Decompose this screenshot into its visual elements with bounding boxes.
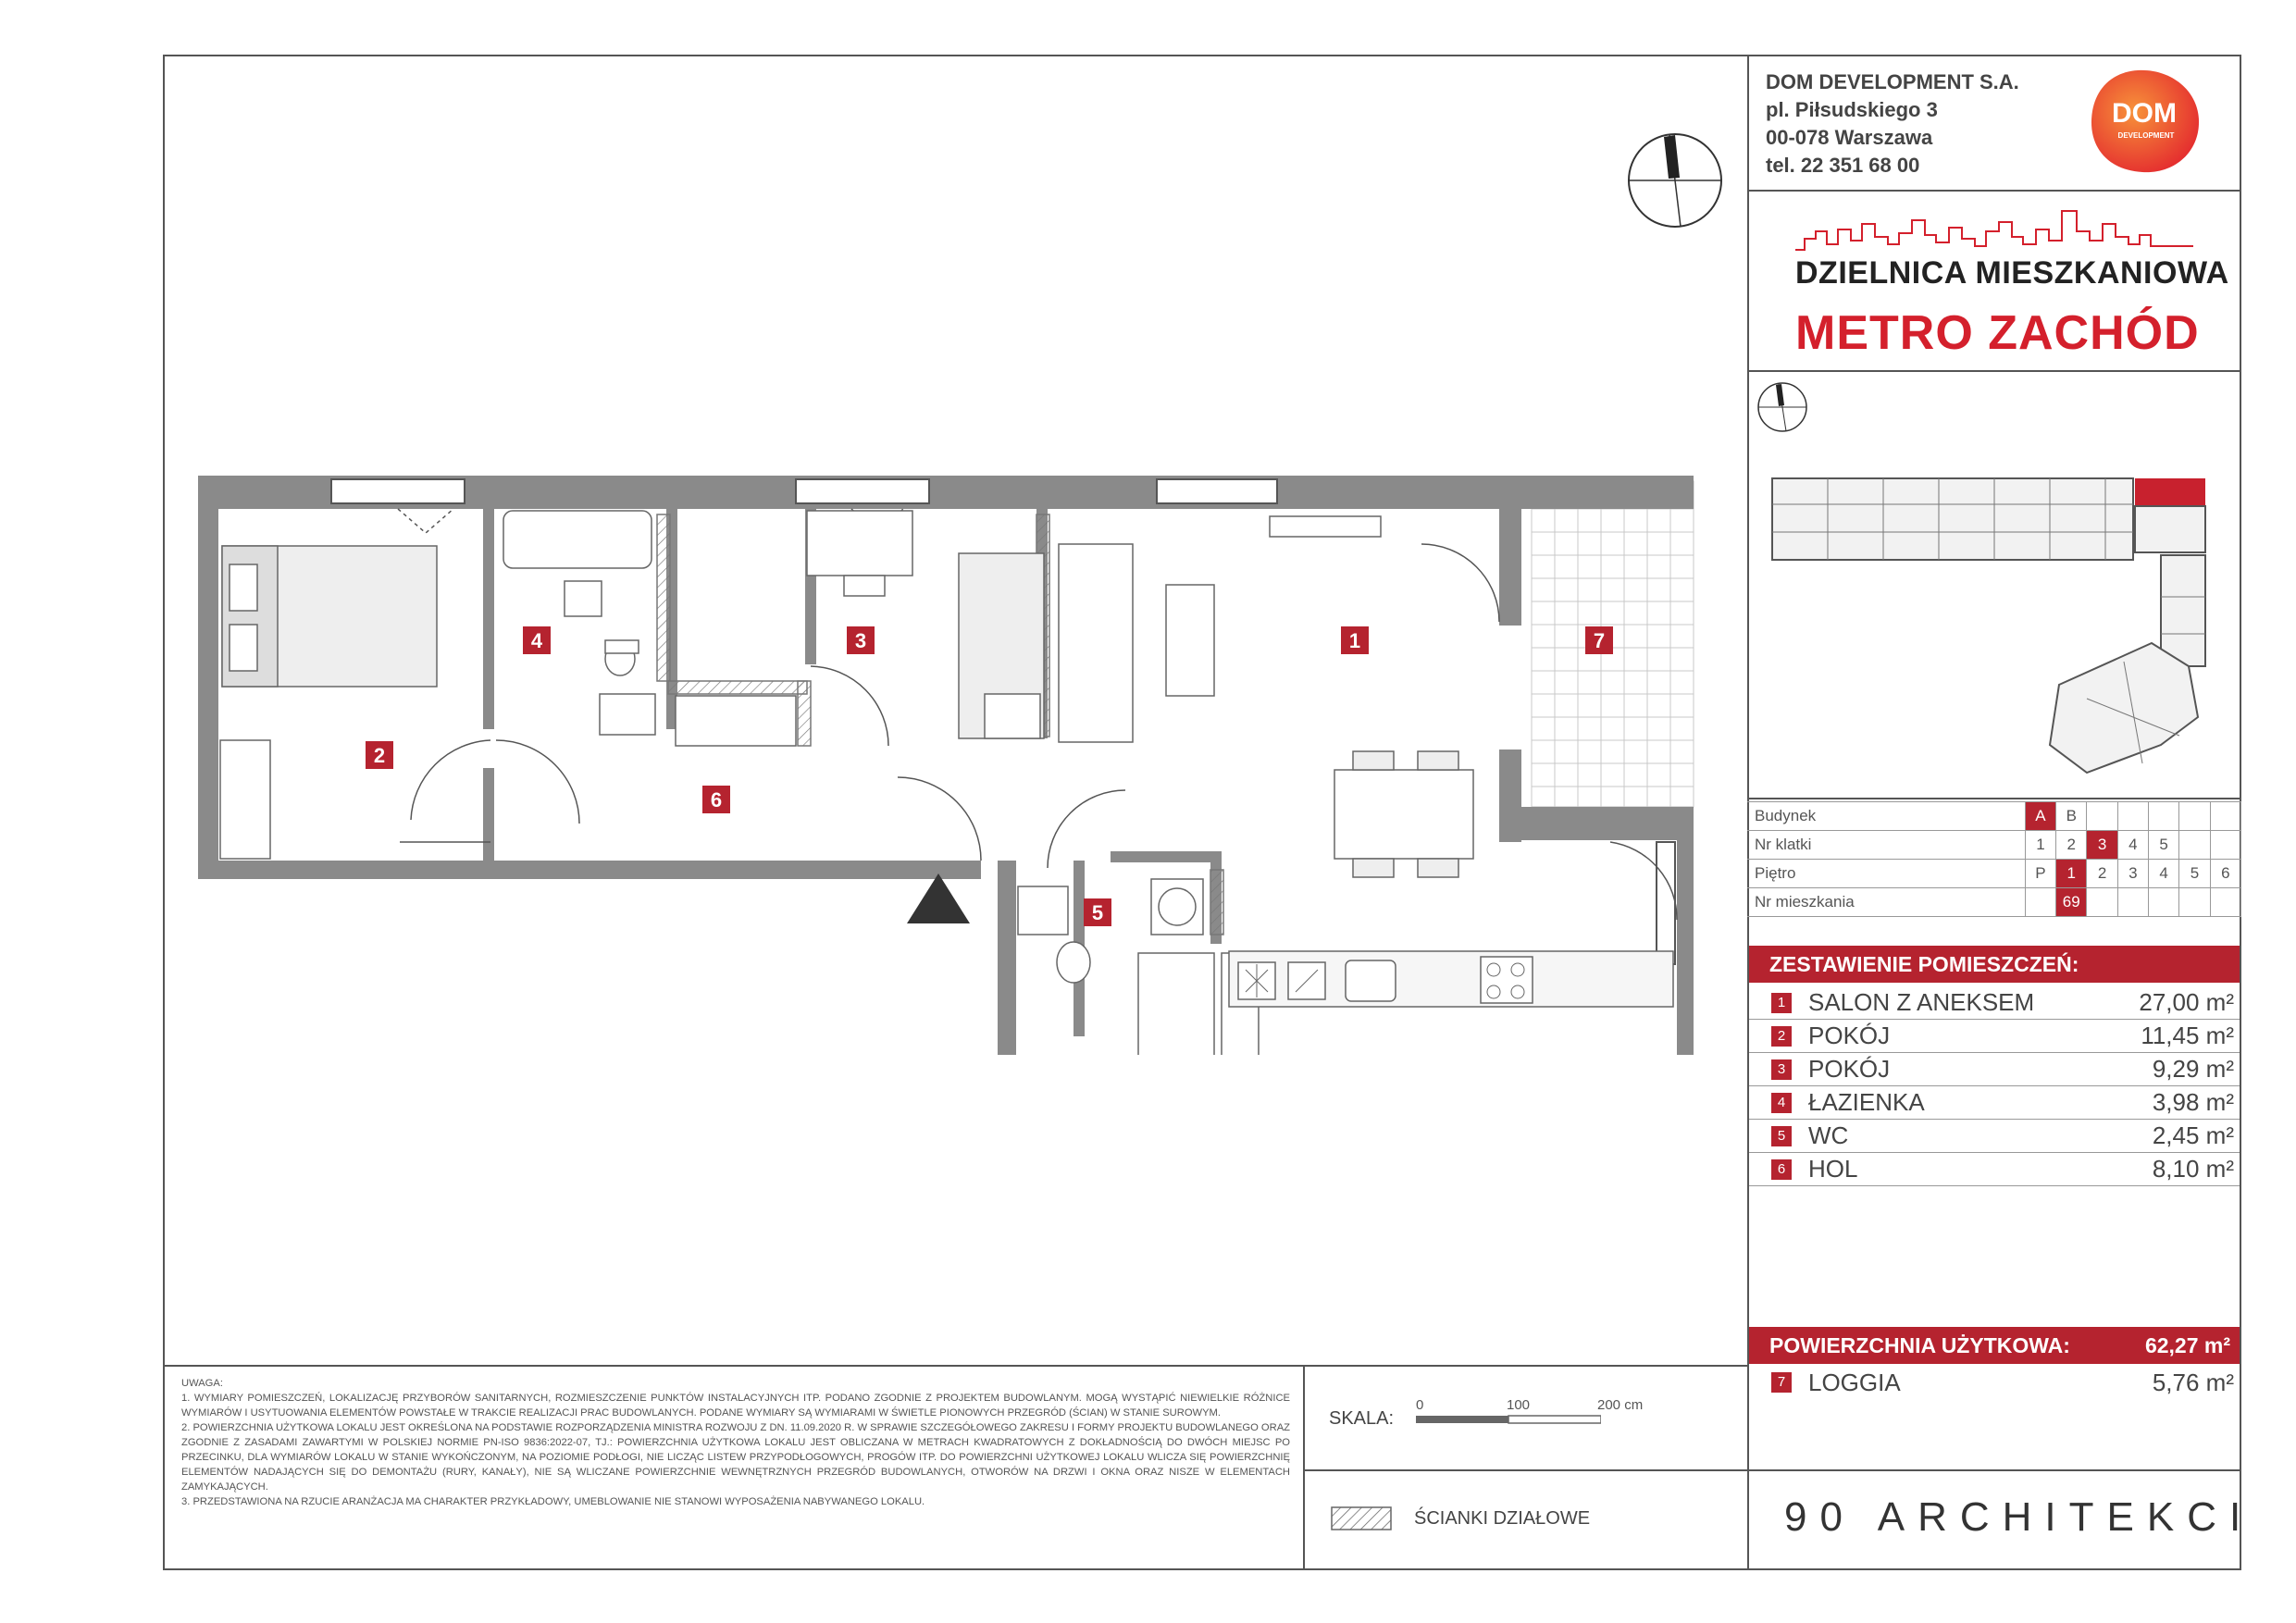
- info-cell: 5: [2179, 860, 2210, 888]
- room-label-2: [366, 741, 393, 769]
- sidebar-rule: [1747, 798, 2241, 799]
- info-row: [1747, 888, 2241, 917]
- info-cell: [2117, 802, 2148, 831]
- info-cell: [2149, 888, 2179, 917]
- sidebar-rule: [1747, 190, 2241, 192]
- info-label: Nr mieszkania: [1747, 888, 2025, 917]
- room-row: [1749, 986, 2240, 1020]
- note-2: 2. POWIERZCHNIA UŻYTKOWA LOKALU JEST OKREŚLONA NA PODSTAWIE ROZPORZĄDZENIA MINISTRA ROZWOJU Z DN. 11.09.2020 R. W SPRAWIE SZCZEGÓŁOWEGO ZAKRESU I FORMY PROJEKTU BUDOWLANEGO ORAZ ZGODNIE Z ZASADAMI ZAWARTYMI W POLSKIEJ NORMIE PN-ISO 9836:2022-07, TJ.: POWIERZCHNIA UŻYTKOWA LOKALU JEST OBLICZANA W METRACH KWADRATOWYCH Z DOKŁADNOŚCIĄ DO DWÓCH MIEJSC PO PRZECINKU, DLA WYMIARÓW LOKALU W STANIE WYKOŃCZONYM, NA POZIOMIE PODŁOGI, NIE LICZĄC LISTEW PRZYPODŁOGOWYCH, PROGÓW ITP. DO POWIERZCHNI UŻYTKOWEJ LOKALU WLICZA SIĘ POWIERZCHNIĘ ELEMENTÓW NADAJĄCYCH SIĘ DO DEMONTAŻU (RURY, KANAŁY), NIE SĄ WLICZANE POWIERZCHNIE WEWNĘTRZNYCH PRZEGRÓD BUDOWLANYCH, OTWORÓW NA DRZWI I OKNA ORAZ NISZE W ELEMENTACH ZAMYKAJĄCYCH.: [181, 1422, 1290, 1493]
- room-area: 27,00 m²: [2139, 988, 2234, 1016]
- room-row: [1749, 1086, 2240, 1120]
- room-area: 3,98 m²: [2152, 1088, 2234, 1116]
- building-key-plan: [1754, 467, 2235, 782]
- info-cell: P: [2025, 860, 2055, 888]
- info-cell: [2087, 802, 2117, 831]
- room-name: SALON Z ANEKSEM: [1808, 988, 2035, 1016]
- room-number: 6: [1771, 1159, 1792, 1180]
- info-cell: [2087, 888, 2117, 917]
- scale-divider: [1303, 1365, 1305, 1570]
- info-cell: [2179, 888, 2210, 917]
- info-cell: 4: [2117, 831, 2148, 860]
- logo-text-main: DOM: [2112, 98, 2177, 129]
- info-cell: 5: [2149, 831, 2179, 860]
- rooms-header: ZESTAWIENIE POMIESZCZEŃ:: [1749, 946, 2240, 983]
- info-cell: 2: [2056, 831, 2087, 860]
- room-name: POKÓJ: [1808, 1055, 1891, 1083]
- company-city: 00-078 Warszawa: [1766, 126, 1933, 149]
- loggia-row: [1749, 1366, 2240, 1399]
- scale-bar: [1416, 1414, 1601, 1425]
- legend-walls-label: ŚCIANKI DZIAŁOWE: [1414, 1508, 1591, 1529]
- info-row: [1747, 860, 2241, 888]
- svg-text:5: 5: [1091, 901, 1104, 924]
- room-label-4: [523, 626, 551, 654]
- svg-text:4: 4: [530, 629, 543, 652]
- info-cell: [2117, 888, 2148, 917]
- room-number: 3: [1771, 1059, 1792, 1080]
- room-name: ŁAZIENKA: [1808, 1088, 1925, 1116]
- svg-text:2: 2: [373, 744, 386, 767]
- note-1: 1. WYMIARY POMIESZCZEŃ, LOKALIZACJĘ PRZYBORÓW SANITARNYCH, ROZMIESZCZENIE PUNKTÓW INSTALACYJNYCH ITP. PODANO ZGODNIE Z PROJEKTEM BUDOWLANYM. MOGĄ WYSTĄPIĆ NIEWIELKIE RÓŻNICE WYMIARÓW I USYTUOWANIA ELEMENTÓW POWSTAŁE W TRAKCIE REALIZACJI PRAC BUDOWLANYCH. PODANE WYMIARY SĄ WYMIARAMI W ŚWIETLE PIONOWYCH PRZEGRÓD (ŚCIAN) W STANIE SUROWYM.: [181, 1393, 1290, 1419]
- company-street: pl. Piłsudskiego 3: [1766, 98, 1938, 121]
- room-name: WC: [1808, 1121, 1849, 1149]
- room-area: 5,76 m²: [2152, 1368, 2234, 1396]
- room-label-1: [1341, 626, 1369, 654]
- info-cell: [2210, 888, 2240, 917]
- svg-text:3: 3: [854, 629, 867, 652]
- info-label: Budynek: [1747, 802, 2025, 831]
- info-cell: [2179, 831, 2210, 860]
- north-compass-small-icon: [1755, 379, 1810, 435]
- info-cell: [2210, 802, 2240, 831]
- total-area-bar: [1749, 1327, 2240, 1364]
- info-cell: [2149, 802, 2179, 831]
- notes-block: [181, 1376, 1290, 1509]
- info-cell: A: [2025, 802, 2055, 831]
- info-cell: [2210, 831, 2240, 860]
- note-3: 3. PRZEDSTAWIONA NA RZUCIE ARANŻACJA MA CHARAKTER PRZYKŁADOWY, UMEBLOWANIE NIE STANOWI WYPOSAŻENIA NABYWANEGO LOKALU.: [181, 1496, 925, 1507]
- room-label-3: [847, 626, 875, 654]
- scale-tick-200: 200 cm: [1597, 1397, 1644, 1413]
- room-name: HOL: [1808, 1155, 1858, 1183]
- info-cell: 6: [2210, 860, 2240, 888]
- sidebar-rule: [1747, 1469, 2241, 1471]
- room-number: 5: [1771, 1126, 1792, 1146]
- info-label: Nr klatki: [1747, 831, 2025, 860]
- room-number: 4: [1771, 1093, 1792, 1113]
- info-cell: 2: [2087, 860, 2117, 888]
- scale-tick-100: 100: [1507, 1397, 1531, 1413]
- skyline-graphic: [1795, 204, 2193, 259]
- company-info: [1766, 68, 2019, 180]
- room-name: POKÓJ: [1808, 1022, 1891, 1049]
- project-line2: METRO ZACHÓD: [1795, 306, 2200, 360]
- info-row: [1747, 831, 2241, 860]
- logo-text-sub: DEVELOPMENT: [2117, 131, 2175, 140]
- info-cell: B: [2056, 802, 2087, 831]
- room-label-7: [1585, 626, 1613, 654]
- room-row: [1749, 1020, 2240, 1053]
- svg-text:1: 1: [1348, 629, 1361, 652]
- scale-label: SKALA:: [1329, 1408, 1395, 1429]
- project-line1: DZIELNICA MIESZKANIOWA: [1795, 255, 2229, 291]
- entrance-arrow-icon: [907, 873, 970, 923]
- notes-title: UWAGA:: [181, 1378, 223, 1389]
- room-label-5: [1084, 898, 1111, 926]
- apartment-info-table: [1747, 801, 2241, 917]
- svg-text:6: 6: [710, 788, 723, 812]
- room-label-6: [702, 786, 730, 813]
- info-cell: 3: [2087, 831, 2117, 860]
- info-row: [1747, 802, 2241, 831]
- notes-divider: [163, 1365, 1749, 1367]
- room-row: [1749, 1153, 2240, 1186]
- room-name: LOGGIA: [1808, 1368, 1901, 1396]
- room-number: 7: [1771, 1372, 1792, 1393]
- info-cell: 3: [2117, 860, 2148, 888]
- room-row: [1749, 1120, 2240, 1153]
- room-number: 2: [1771, 1026, 1792, 1047]
- room-area: 9,29 m²: [2152, 1055, 2234, 1083]
- room-number: 1: [1771, 993, 1792, 1013]
- room-area: 8,10 m²: [2152, 1155, 2234, 1183]
- total-area-label: POWIERZCHNIA UŻYTKOWA:: [1769, 1333, 2070, 1357]
- room-area: 11,45 m²: [2141, 1022, 2234, 1049]
- info-cell: 4: [2149, 860, 2179, 888]
- room-row: [1749, 1053, 2240, 1086]
- room-area: 2,45 m²: [2152, 1121, 2234, 1149]
- info-label: Piętro: [1747, 860, 2025, 888]
- company-name: DOM DEVELOPMENT S.A.: [1766, 70, 2019, 93]
- info-cell: [2179, 802, 2210, 831]
- sidebar-rule: [1747, 370, 2241, 372]
- company-phone: tel. 22 351 68 00: [1766, 154, 1920, 177]
- info-cell: 69: [2056, 888, 2087, 917]
- partition-wall-swatch: [1331, 1506, 1392, 1530]
- dom-development-logo: [2087, 67, 2207, 178]
- furniture: [220, 511, 1673, 1055]
- info-cell: 1: [2056, 860, 2087, 888]
- rooms-list: [1749, 986, 2240, 1186]
- north-compass-icon: [1624, 130, 1726, 231]
- floor-plan: [185, 463, 1712, 1055]
- info-cell: 1: [2025, 831, 2055, 860]
- info-cell: [2025, 888, 2055, 917]
- scale-tick-0: 0: [1416, 1397, 1424, 1413]
- legend-divider: [1303, 1469, 1749, 1471]
- svg-text:7: 7: [1593, 629, 1606, 652]
- total-area-value: 62,27 m²: [2144, 1333, 2230, 1357]
- architect-credit: 90 ARCHITEKCI: [1784, 1494, 2254, 1540]
